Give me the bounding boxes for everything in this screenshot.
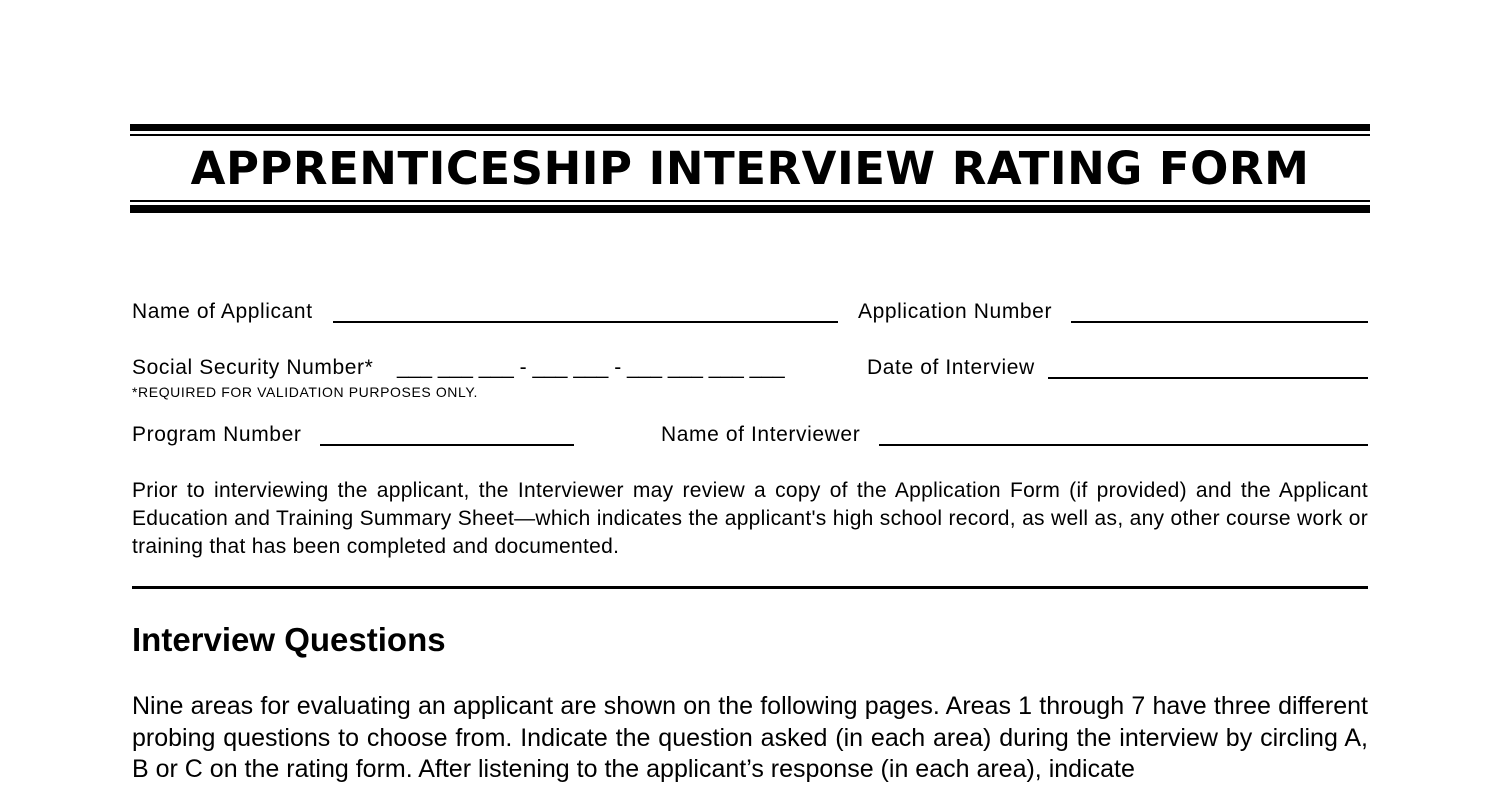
date-of-interview-label: Date of Interview: [867, 356, 1035, 379]
interviewer-name-field[interactable]: [879, 444, 1368, 446]
section-body-text: Nine areas for evaluating an applicant are shown on the following pages. Areas 1 through 7 have three different probing questions to choose from. Indicate the question asked (in each area) during the interview by circling A, B or C on the rating form. After listening to the applicant’s response (in each area), indicate: [132, 692, 1368, 783]
ssn-label: Social Security Number*: [132, 356, 374, 379]
application-number-label: Application Number: [858, 300, 1053, 323]
program-number-label: Program Number: [132, 423, 302, 446]
title-top-thin-rule: [130, 134, 1370, 136]
section-heading: Interview Questions: [132, 621, 446, 658]
application-number-field[interactable]: [1071, 321, 1368, 323]
applicant-name-field[interactable]: [333, 321, 838, 323]
title-top-thick-rule: [130, 124, 1370, 131]
ssn-field[interactable]: ___ ___ ___ - ___ ___ - ___ ___ ___ ___: [397, 356, 785, 379]
title-bottom-thin-rule: [130, 200, 1370, 202]
date-of-interview-field[interactable]: [1048, 377, 1368, 379]
title-bottom-thick-rule: [130, 205, 1370, 213]
program-number-field[interactable]: [320, 444, 574, 446]
ssn-required-note: *REQUIRED FOR VALIDATION PURPOSES ONLY.: [132, 384, 478, 400]
section-divider: [132, 586, 1368, 589]
applicant-name-label: Name of Applicant: [132, 300, 313, 323]
interviewer-name-label: Name of Interviewer: [661, 423, 861, 446]
intro-paragraph: Prior to interviewing the applicant, the Interviewer may review a copy of the Application Form (if provided) and the Applicant Education and Training Summary Sheet—which indicates the applicant's high school record, as well as, any other course work or training that has been completed and documented.: [132, 479, 1368, 558]
form-title: APPRENTICESHIP INTERVIEW RATING FORM: [190, 142, 1310, 195]
